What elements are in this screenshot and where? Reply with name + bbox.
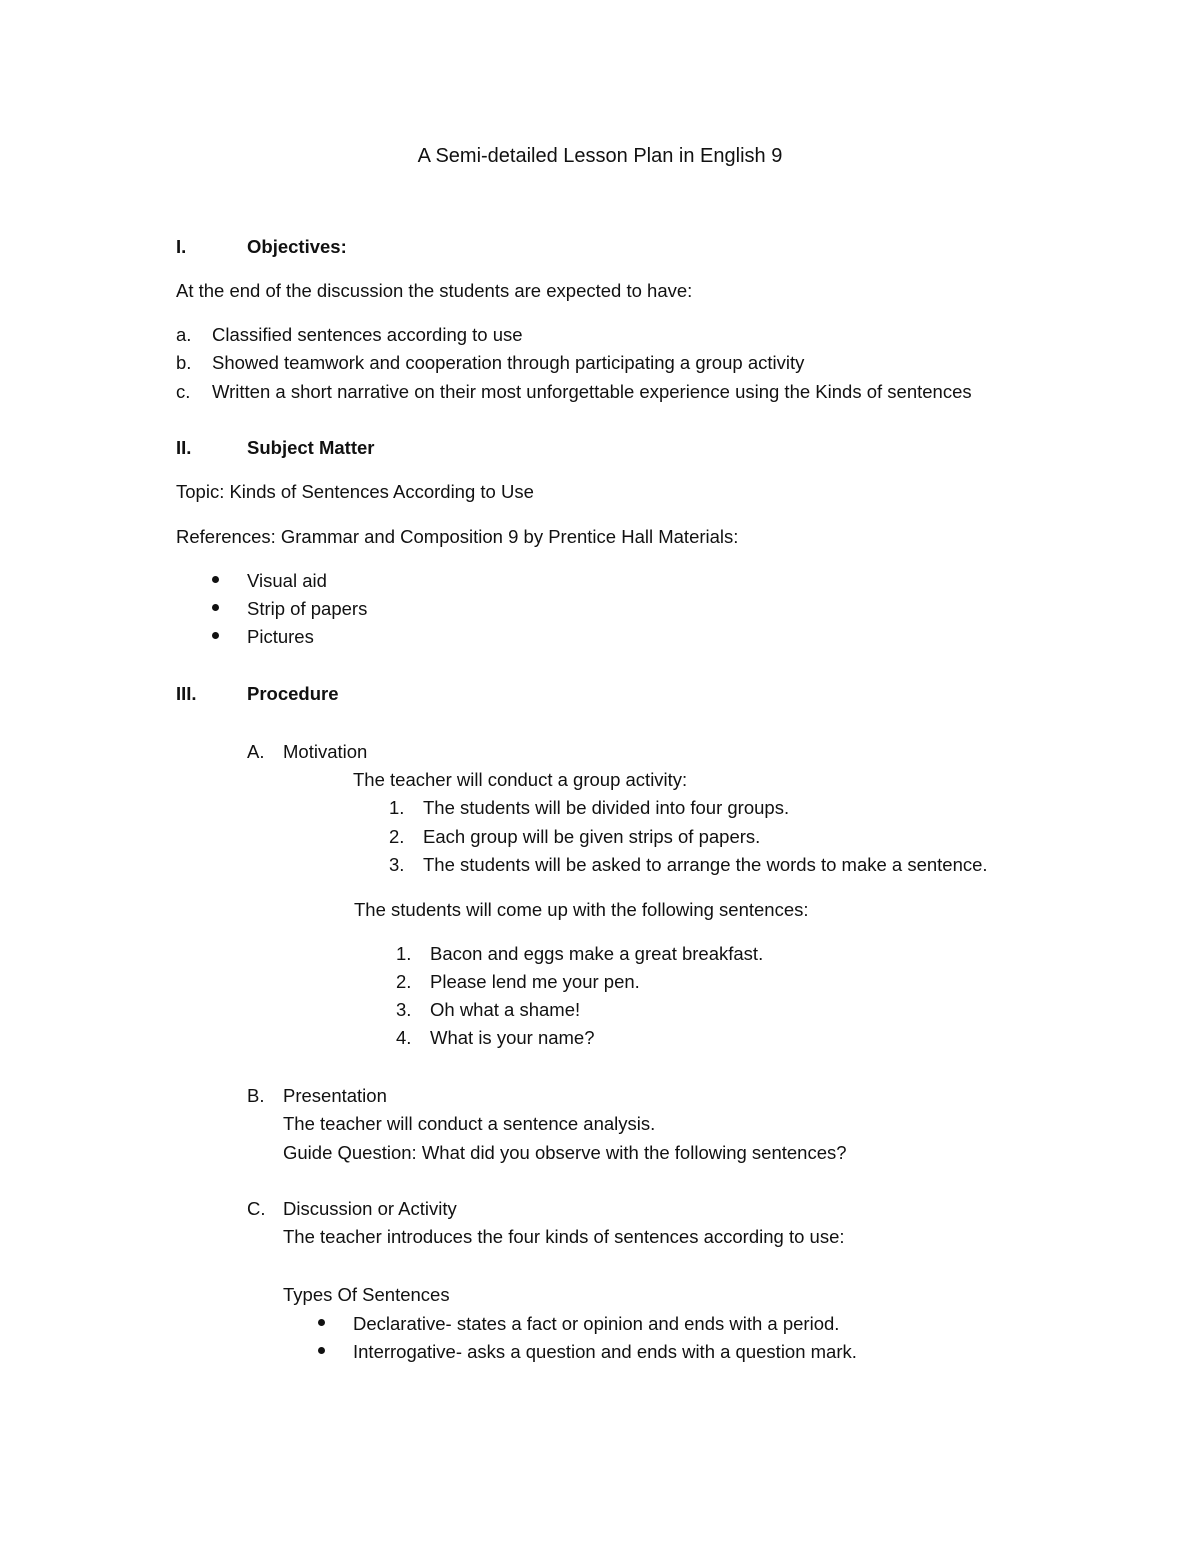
section-heading-subject-matter: Subject Matter	[247, 437, 375, 458]
objective-item: Written a short narrative on their most unforgettable experience using the Kinds of sentences	[212, 381, 972, 402]
subsection-marker: B.	[247, 1085, 265, 1106]
sentence-item: Please lend me your pen.	[430, 971, 640, 992]
references-line: References: Grammar and Composition 9 by Prentice Hall Materials:	[176, 526, 739, 547]
sentence-marker: 3.	[396, 999, 412, 1020]
subsection-marker: C.	[247, 1198, 266, 1219]
discussion-line: The teacher introduces the four kinds of sentences according to use:	[283, 1226, 845, 1247]
types-heading: Types Of Sentences	[283, 1284, 450, 1305]
bullet-icon	[318, 1347, 325, 1354]
step-item: The students will be asked to arrange the words to make a sentence.	[423, 854, 988, 875]
motivation-follow: The students will come up with the following sentences:	[354, 899, 809, 920]
document-title: A Semi-detailed Lesson Plan in English 9	[417, 145, 783, 167]
sentence-item: Oh what a shame!	[430, 999, 581, 1020]
sentence-marker: 2.	[396, 971, 412, 992]
sentence-item: Bacon and eggs make a great breakfast.	[430, 943, 764, 964]
material-item: Pictures	[247, 626, 314, 647]
motivation-intro: The teacher will conduct a group activity:	[353, 769, 688, 790]
step-item: Each group will be given strips of papers.	[423, 826, 761, 847]
objective-item: Classified sentences according to use	[212, 324, 523, 345]
section-heading-procedure: Procedure	[247, 683, 339, 704]
subsection-label-discussion: Discussion or Activity	[283, 1198, 457, 1219]
objectives-intro: At the end of the discussion the students are expected to have:	[176, 280, 693, 301]
section-numeral-subject-matter: II.	[176, 437, 192, 458]
bullet-icon	[318, 1319, 325, 1326]
step-marker: 2.	[389, 826, 405, 847]
subsection-label-presentation: Presentation	[283, 1085, 387, 1106]
presentation-line: The teacher will conduct a sentence analysis.	[283, 1113, 656, 1134]
objective-marker: a.	[176, 324, 192, 345]
material-item: Strip of papers	[247, 598, 368, 619]
bullet-icon	[212, 632, 219, 639]
bullet-icon	[212, 576, 219, 583]
sentence-marker: 4.	[396, 1027, 412, 1048]
sentence-type-item: Interrogative- asks a question and ends with a question mark.	[353, 1341, 857, 1362]
sentence-type-item: Declarative- states a fact or opinion and ends with a period.	[353, 1313, 840, 1334]
sentence-marker: 1.	[396, 943, 412, 964]
guide-question: Guide Question: What did you observe with the following sentences?	[283, 1142, 847, 1163]
step-marker: 3.	[389, 854, 405, 875]
section-numeral-objectives: I.	[176, 236, 187, 257]
subsection-marker: A.	[247, 741, 265, 762]
topic-line: Topic: Kinds of Sentences According to Use	[176, 481, 534, 502]
objective-marker: c.	[176, 381, 191, 402]
material-item: Visual aid	[247, 570, 327, 591]
objective-item: Showed teamwork and cooperation through participating a group activity	[212, 352, 805, 373]
subsection-label-motivation: Motivation	[283, 741, 368, 762]
section-numeral-procedure: III.	[176, 683, 197, 704]
step-item: The students will be divided into four groups.	[423, 797, 790, 818]
step-marker: 1.	[389, 797, 405, 818]
bullet-icon	[212, 604, 219, 611]
objective-marker: b.	[176, 352, 192, 373]
sentence-item: What is your name?	[430, 1027, 595, 1048]
section-heading-objectives: Objectives:	[247, 236, 347, 257]
